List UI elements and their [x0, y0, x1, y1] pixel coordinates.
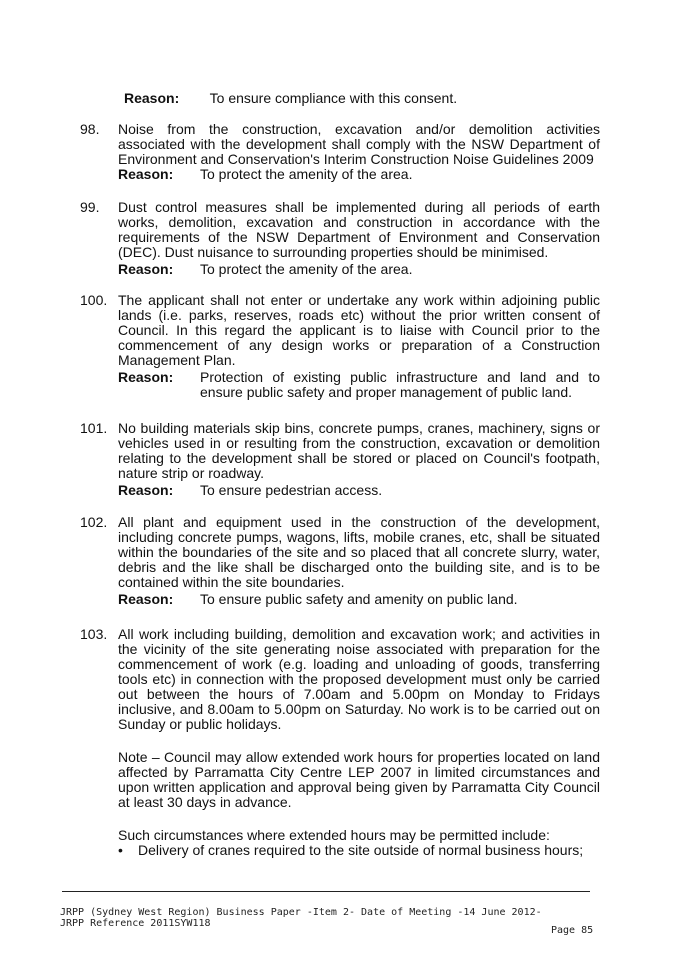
reason-text: To ensure pedestrian access.: [200, 482, 383, 498]
reason-line: [118, 483, 600, 498]
note-paragraph: Such circumstances where extended hours may be permitted include:: [118, 827, 550, 843]
footer-divider: [62, 891, 590, 892]
condition-item: [80, 293, 600, 400]
footer-line: JRPP Reference 2011SYW118: [60, 918, 211, 929]
reason-label: Reason:: [118, 369, 174, 385]
reason-text: To ensure compliance with this consent.: [209, 90, 458, 106]
condition-item: [80, 627, 600, 858]
condition-number: 102.: [80, 514, 108, 530]
condition-text: Noise from the construction, excavation and/or demolition activities associated with the development shall comply with the NSW Department of Environment and Conservation's Interim Construction Noise Guidelines 2009: [118, 121, 600, 167]
reason-label: Reason:: [124, 90, 180, 106]
reason-line: [118, 370, 600, 400]
footer: [60, 907, 542, 929]
condition-number: 101.: [80, 420, 108, 436]
condition-number: 98.: [80, 121, 100, 137]
reason-line: [118, 167, 600, 182]
condition-number: 99.: [80, 199, 100, 215]
reason-line: [118, 262, 600, 277]
page-number: Page 85: [551, 925, 594, 936]
bullet-icon: •: [118, 842, 123, 858]
condition-text: All plant and equipment used in the construction of the development, including concrete pumps, wagons, lifts, mobile cranes, etc, shall be situated within the boundaries of the site and so placed that all concrete slurry, water, debris and the like shall be discharged onto the building site, and is to be contained within the site boundaries.: [118, 514, 600, 590]
reason-label: Reason:: [118, 166, 174, 182]
reason-label: Reason:: [118, 482, 174, 498]
condition-item: [80, 200, 600, 277]
condition-text: All work including building, demolition and excavation work; and activities in the vicinity of the site generating noise associated with preparation for the commencement of work (e.g. loading and unloading of goods, transferring tools etc) in connection with the proposed development must only be carried out between the hours of 7.00am and 5.00pm on Monday to Fridays inclusive, and 8.00am to 5.00pm on Saturday. No work is to be carried out on Sunday or public holidays.: [118, 626, 600, 732]
reason-label: Reason:: [118, 591, 174, 607]
condition-number: 103.: [80, 626, 108, 642]
condition-item: [80, 515, 600, 607]
reason-line: [124, 90, 457, 106]
reason-text: To protect the amenity of the area.: [200, 166, 413, 182]
reason-text: To ensure public safety and amenity on public land.: [200, 591, 518, 607]
reason-line: [118, 592, 600, 607]
condition-item: [80, 421, 600, 498]
reason-label: Reason:: [118, 261, 174, 277]
condition-text: Dust control measures shall be implemented during all periods of earth works, demolition, excavation and construction in accordance with the requirements of the NSW Department of Environment and Conservation (DEC). Dust nuisance to surrounding properties should be minimised.: [118, 199, 600, 260]
footer-line: JRPP (Sydney West Region) Business Paper -Item 2- Date of Meeting -14 June 2012-: [60, 907, 542, 918]
condition-text: No building materials skip bins, concrete pumps, cranes, machinery, signs or vehicles used in or resulting from the construction, excavation or demolition relating to the development shall be stored or placed on Council's footpath, nature strip or roadway.: [118, 420, 600, 481]
bullet-text: Delivery of cranes required to the site outside of normal business hours;: [138, 842, 584, 858]
reason-text: To protect the amenity of the area.: [200, 261, 413, 277]
condition-text: The applicant shall not enter or undertake any work within adjoining public lands (i.e. parks, reserves, roads etc) without the prior written consent of Council. In this regard the applicant is to liaise with Council prior to the commencement of any design works or preparation of a Construction Management Plan.: [118, 292, 600, 368]
note-paragraph: Note – Council may allow extended work hours for properties located on land affected by Parramatta City Centre LEP 2007 in limited circumstances and upon written application and approval being given by Parramatta City Council at least 30 days in advance.: [118, 749, 600, 810]
condition-item: [80, 122, 600, 182]
reason-text: Protection of existing public infrastructure and land and to ensure public safety and proper management of public land.: [200, 369, 600, 400]
condition-number: 100.: [80, 292, 108, 308]
bullet-item: [118, 843, 600, 858]
